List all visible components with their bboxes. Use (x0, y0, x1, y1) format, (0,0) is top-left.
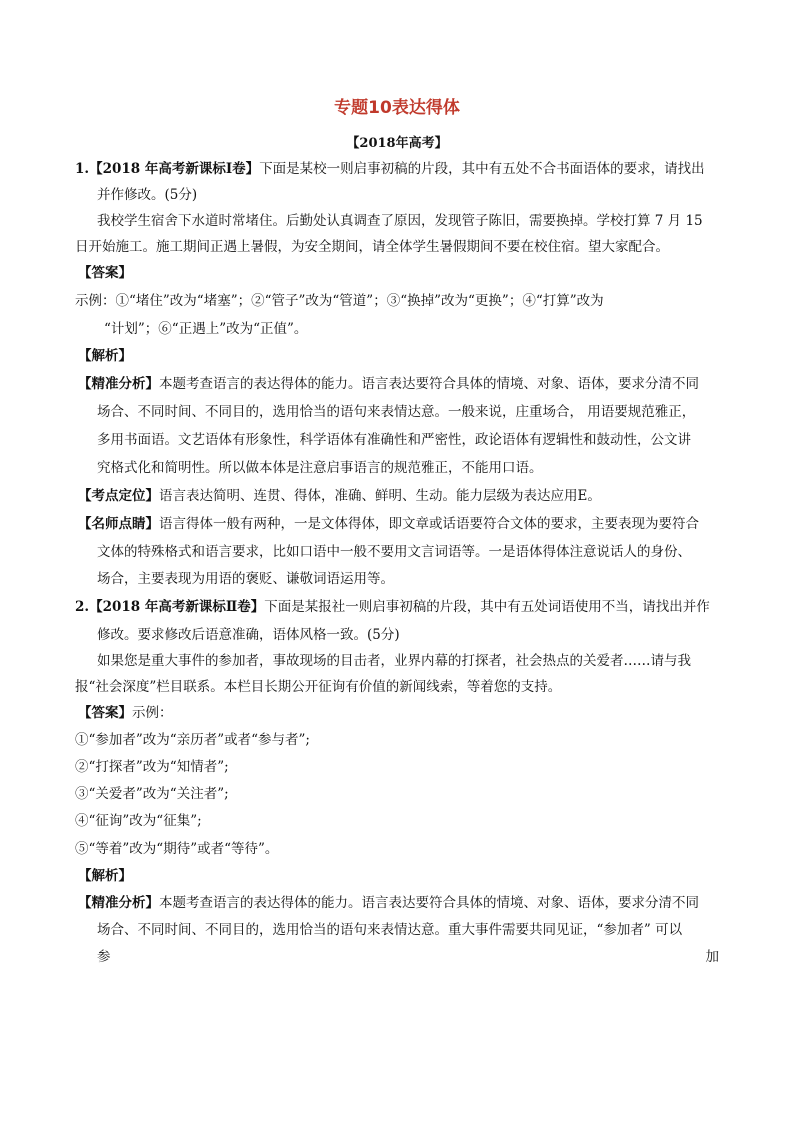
q1-stem-line: 1.【2018 年高考新课标Ⅰ卷】下面是某校一则启事初稿的片段，其中有五处不合书面语体的要求，请找出 (75, 161, 705, 177)
q2-stem-line: 修改。要求修改后语意准确，语体风格一致。(5分) (97, 627, 400, 643)
q2-analysis-line: 场合、不同时间、不同目的，选用恰当的语句来表情达意。重大事件需要共同见证，“参加者” 可以 (97, 922, 683, 938)
q1-analysis-line: 【精准分析】本题考查语言的表达得体的能力。语言表达要符合具体的情境、对象、语体，要求分清不同 (78, 376, 699, 392)
q1-passage-line: 我校学生宿舍下水道时常堵住。后勤处认真调查了原因，发现管子陈旧，需要换掉。学校打算 7 月 15 (97, 213, 703, 229)
q2-stem-line: 2.【2018 年高考新课标Ⅱ卷】下面是某报社一则启事初稿的片段，其中有五处词语使用不当，请找出并作 (75, 599, 710, 615)
bracket-label: 【解析】 (78, 868, 132, 884)
q2-analysis-line: 【精准分析】本题考查语言的表达得体的能力。语言表达要符合具体的情境、对象、语体，要求分清不同 (78, 895, 699, 911)
bracket-label: 2.【2018 年高考新课标Ⅱ卷】 (75, 599, 265, 615)
q1-tip-line: 文体的特殊格式和语言要求，比如口语中一般不要用文言词语等。一是语体得体注意说话人的身份、 (97, 544, 691, 560)
q1-tip-line: 【名师点睛】语言得体一般有两种，一是文体得体，即文章或话语要符合文体的要求，主要表现为要符合 (78, 516, 699, 532)
q1-analysis-line: 究格式化和简明性。所以做本体是注意启事语言的规范雅正，不能用口语。 (97, 460, 543, 476)
bracket-label: 【名师点睛】 (78, 516, 159, 532)
q1-analysis-line: 多用书面语。文艺语体有形象性，科学语体有准确性和严密性，政论语体有逻辑性和鼓动性，公文讲 (97, 432, 691, 448)
bracket-label: 【解析】 (78, 348, 132, 364)
q2-answer-item: ⑤“等着”改为“期待”或者“等待”。 (75, 841, 279, 857)
q1-analysis-line: 场合、不同时间、不同目的，选用恰当的语句来表情达意。一般来说，庄重场合， 用语要规范雅正， (97, 404, 696, 420)
bracket-label: 1.【2018 年高考新课标Ⅰ卷】 (75, 161, 260, 177)
q2-answer-item: ③“关爱者”改为“关注者”; (75, 786, 229, 802)
page-title: 专题10表达得体 (334, 98, 460, 118)
bracket-label: 【精准分析】 (78, 376, 159, 392)
q2-answer-item: ①“参加者”改为“亲历者”或者“参与者”; (75, 732, 310, 748)
q2-answer-item: ②“打探者”改为“知情者”; (75, 759, 229, 775)
q1-stem-line: 并作修改。(5分) (97, 187, 198, 203)
q1-answer-label (78, 264, 132, 282)
q1-passage-line: 日开始施工。施工期间正遇上暑假，为安全期间，请全体学生暑假期间不要在校住宿。望大家配合。 (75, 239, 669, 255)
q2-analysis-split-line (97, 948, 719, 966)
q1-answer-line: 示例：①“堵住”改为“堵塞”；②“管子”改为“管道”；③“换掉”改为“更换”；④“打算”改为 (75, 293, 604, 309)
q2-passage-line: 报“社会深度”栏目联系。本栏目长期公开征询有价值的新闻线索，等着您的支持。 (75, 679, 562, 695)
q1-tip-line: 场合，主要表现为用语的褒贬、谦敬词语运用等。 (97, 571, 394, 587)
q2-analysis-label (78, 867, 132, 885)
q2-passage-line: 如果您是重大事件的参加者，事故现场的目击者，业界内幕的打探者，社会热点的关爱者……请与我 (97, 653, 691, 669)
q1-point-line: 【考点定位】语言表达简明、连贯、得体，准确、鲜明、生动。能力层级为表达应用E。 (78, 488, 601, 504)
bracket-label: 【考点定位】 (78, 488, 159, 504)
bracket-label: 【答案】 (78, 705, 132, 721)
bracket-label: 【精准分析】 (78, 895, 159, 911)
q2-answer-label: 【答案】示例： (78, 705, 173, 721)
section-subtitle: 【2018年高考】 (346, 136, 448, 151)
q2-analysis-right-char: 加 (705, 949, 719, 965)
q2-answer-item: ④“征询”改为“征集”; (75, 813, 202, 829)
q2-analysis-left-char: 参 (97, 949, 111, 965)
q1-analysis-label (78, 347, 132, 365)
q1-answer-line: “计划”；⑥“正遇上”改为“正值”。 (104, 321, 308, 337)
bracket-label: 【答案】 (78, 265, 132, 281)
